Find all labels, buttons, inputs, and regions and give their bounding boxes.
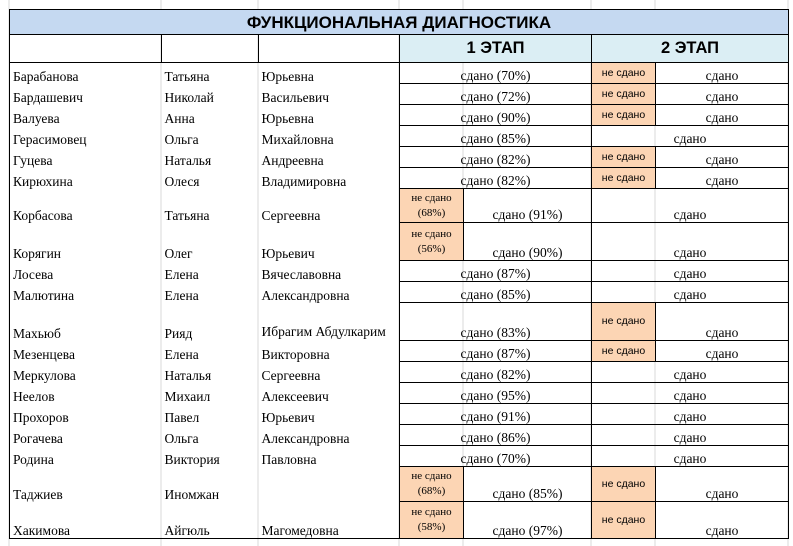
middle-name-cell[interactable]: Андреевна — [261, 152, 324, 168]
stage2-result-cell[interactable]: сдано — [656, 341, 789, 362]
stage2-fail-cell[interactable]: не сдано — [592, 303, 656, 341]
table-row — [10, 105, 789, 126]
table-row — [10, 467, 789, 502]
stage2-result-cell[interactable]: сдано — [592, 189, 789, 223]
stage2-result-cell[interactable]: сдано — [592, 404, 789, 425]
stage2-fail-cell[interactable]: не сдано — [592, 63, 656, 84]
table-row — [10, 446, 789, 467]
first-name-cell[interactable]: Ольга — [164, 430, 199, 446]
stage2-result-cell[interactable]: сдано — [656, 502, 789, 539]
stage2-fail-cell[interactable]: не сдано — [592, 341, 656, 362]
stage2-fail-cell[interactable]: не сдано — [592, 467, 656, 502]
last-name-cell[interactable]: Корбасова — [10, 189, 162, 223]
first-name-cell[interactable]: Татьяна — [164, 68, 210, 84]
last-name-cell[interactable]: Барабанова — [10, 63, 162, 84]
header-blank-cell[interactable] — [162, 35, 259, 63]
middle-name-cell[interactable]: Вячеславовна — [261, 266, 342, 282]
stage2-result-cell[interactable]: сдано — [656, 467, 789, 502]
stage1-header[interactable]: 1 ЭТАП — [400, 35, 592, 63]
stage2-result-cell[interactable]: сдано — [592, 261, 789, 282]
results-sheet — [9, 9, 789, 539]
stage2-result-cell[interactable]: сдано — [656, 84, 789, 105]
stage1-result-cell[interactable]: сдано (91%) — [464, 189, 592, 223]
first-name-cell[interactable]: Виктория — [164, 451, 220, 467]
last-name-cell[interactable]: Хакимова — [10, 502, 162, 539]
stage2-result-cell[interactable]: сдано — [656, 168, 789, 189]
middle-name-cell[interactable]: Александровна — [261, 430, 350, 446]
stage2-result-cell[interactable]: сдано — [656, 105, 789, 126]
first-name-cell[interactable]: Иномжан — [164, 486, 220, 502]
stage1-fail-cell[interactable]: не сдано (58%) — [400, 502, 464, 539]
stage2-result-cell[interactable]: сдано — [592, 126, 789, 147]
stage1-result-cell[interactable]: сдано (87%) — [400, 261, 592, 282]
stage2-result-cell[interactable]: сдано — [592, 362, 789, 383]
first-name-cell[interactable]: Николай — [164, 89, 214, 105]
table-row — [10, 303, 789, 341]
stage1-result-cell[interactable]: сдано (83%) — [400, 303, 592, 341]
last-name-cell[interactable]: Таджиев — [10, 467, 162, 502]
last-name-cell[interactable]: Меркулова — [10, 362, 162, 383]
stage2-fail-cell[interactable]: не сдано — [592, 105, 656, 126]
stage1-result-cell[interactable]: сдано (70%) — [400, 63, 592, 84]
middle-name-cell[interactable]: Юрьевна — [261, 68, 314, 84]
first-name-cell[interactable]: Айгюль — [162, 502, 259, 539]
stage2-result-cell[interactable]: сдано — [656, 303, 789, 341]
stage1-fail-cell[interactable]: не сдано (56%) — [400, 223, 464, 261]
header-blank-cell[interactable] — [10, 35, 162, 63]
stage2-result-cell[interactable]: сдано — [592, 446, 789, 467]
last-name-cell[interactable]: Махьюб — [10, 303, 162, 341]
middle-name-cell[interactable]: Алексеевич — [261, 388, 329, 404]
stage-header-row — [10, 35, 789, 63]
middle-name-cell[interactable]: Павловна — [261, 451, 317, 467]
stage1-result-cell[interactable]: сдано (85%) — [400, 282, 592, 303]
first-name-cell[interactable]: Михаил — [164, 388, 211, 404]
first-name-cell[interactable]: Елена — [164, 287, 199, 303]
table-row — [10, 168, 789, 189]
last-name-cell[interactable]: Рогачева — [10, 425, 162, 446]
table-row — [10, 383, 789, 404]
table-row — [10, 63, 789, 84]
table-row — [10, 404, 789, 425]
stage1-result-cell[interactable]: сдано (91%) — [400, 404, 592, 425]
stage2-fail-cell[interactable]: не сдано — [592, 502, 656, 539]
last-name-cell[interactable]: Родина — [10, 446, 162, 467]
header-blank-cell[interactable] — [259, 35, 400, 63]
last-name-cell[interactable]: Неелов — [10, 383, 162, 404]
stage2-result-cell[interactable]: сдано — [592, 223, 789, 261]
stage1-result-cell[interactable]: сдано (87%) — [400, 341, 592, 362]
middle-name-cell[interactable]: Магомедовна — [259, 502, 400, 539]
first-name-cell[interactable]: Татьяна — [164, 207, 210, 223]
table-row — [10, 189, 789, 223]
stage2-result-cell[interactable]: сдано — [592, 383, 789, 404]
middle-name-cell[interactable]: Сергеевна — [261, 367, 321, 383]
middle-name-cell[interactable]: Юрьевич — [261, 409, 315, 425]
first-name-cell[interactable]: Рияд — [164, 325, 193, 341]
stage1-result-cell[interactable]: сдано (72%) — [400, 84, 592, 105]
last-name-cell[interactable]: Лосева — [10, 261, 162, 282]
first-name-cell[interactable]: Елена — [164, 346, 199, 362]
table-row — [10, 147, 789, 168]
table-row — [10, 502, 789, 539]
stage1-result-cell[interactable]: сдано (90%) — [400, 105, 592, 126]
last-name-cell[interactable]: Мезенцева — [10, 341, 162, 362]
stage1-result-cell[interactable]: сдано (90%) — [464, 223, 592, 261]
stage2-result-cell[interactable]: сдано — [656, 147, 789, 168]
stage2-fail-cell[interactable]: не сдано — [592, 147, 656, 168]
stage1-result-cell[interactable]: сдано (82%) — [400, 147, 592, 168]
middle-name-cell[interactable]: Александровна — [261, 287, 350, 303]
stage2-result-cell[interactable]: сдано — [592, 282, 789, 303]
last-name-cell[interactable]: Гуцева — [10, 147, 162, 168]
stage1-result-cell[interactable]: сдано (86%) — [400, 425, 592, 446]
stage1-fail-cell[interactable]: не сдано (68%) — [400, 467, 464, 502]
title-row — [10, 10, 789, 35]
stage2-header[interactable]: 2 ЭТАП — [592, 35, 789, 63]
last-name-cell[interactable]: Прохоров — [10, 404, 162, 425]
sheet-title[interactable]: ФУНКЦИОНАЛЬНАЯ ДИАГНОСТИКА — [10, 10, 789, 35]
first-name-cell[interactable]: Наталья — [164, 367, 212, 383]
table-row — [10, 341, 789, 362]
table-row — [10, 126, 789, 147]
last-name-cell[interactable]: Бардашевич — [10, 84, 162, 105]
stage1-result-cell[interactable]: сдано (82%) — [400, 168, 592, 189]
stage2-result-cell[interactable]: сдано — [592, 425, 789, 446]
table-row — [10, 362, 789, 383]
last-name-cell[interactable]: Герасимовец — [10, 126, 162, 147]
first-name-cell[interactable]: Ольга — [164, 131, 199, 147]
table-row — [10, 261, 789, 282]
stage1-result-cell[interactable]: сдано (85%) — [464, 467, 592, 502]
table-row — [10, 282, 789, 303]
stage2-result-cell[interactable]: сдано — [656, 63, 789, 84]
stage1-result-cell[interactable]: сдано (82%) — [400, 362, 592, 383]
stage2-fail-cell[interactable]: не сдано — [592, 84, 656, 105]
first-name-cell[interactable]: Анна — [164, 110, 195, 126]
middle-name-cell[interactable]: Михайловна — [261, 131, 334, 147]
first-name-cell[interactable]: Наталья — [164, 152, 212, 168]
stage1-result-cell[interactable]: сдано (70%) — [400, 446, 592, 467]
stage2-fail-cell[interactable]: не сдано — [592, 168, 656, 189]
middle-name-cell[interactable]: Сергеевна — [261, 207, 321, 223]
stage1-result-cell[interactable]: сдано (95%) — [400, 383, 592, 404]
stage1-result-cell[interactable]: сдано (97%) — [464, 502, 592, 539]
stage1-result-cell[interactable]: сдано (85%) — [400, 126, 592, 147]
stage1-fail-cell[interactable]: не сдано (68%) — [400, 189, 464, 223]
last-name-cell[interactable]: Валуева — [10, 105, 162, 126]
middle-name-cell[interactable] — [259, 467, 400, 502]
last-name-cell[interactable]: Корягин — [10, 223, 162, 261]
middle-name-cell[interactable]: Викторовна — [261, 346, 330, 362]
last-name-cell[interactable]: Малютина — [10, 282, 162, 303]
table-row — [10, 84, 789, 105]
first-name-cell[interactable]: Павел — [164, 409, 200, 425]
middle-name-cell[interactable]: Владимировна — [261, 173, 347, 189]
first-name-cell[interactable]: Олеся — [164, 173, 200, 189]
middle-name-cell[interactable]: Юрьевна — [261, 110, 314, 126]
middle-name-cell[interactable]: Юрьевич — [261, 245, 315, 261]
middle-name-cell[interactable]: Ибрагим Абдулкарим — [261, 323, 386, 339]
last-name-cell[interactable]: Кирюхина — [10, 168, 162, 189]
first-name-cell[interactable]: Олег — [164, 245, 193, 261]
table-row — [10, 425, 789, 446]
first-name-cell[interactable]: Елена — [164, 266, 199, 282]
table-row — [10, 223, 789, 261]
middle-name-cell[interactable]: Васильевич — [261, 89, 329, 105]
